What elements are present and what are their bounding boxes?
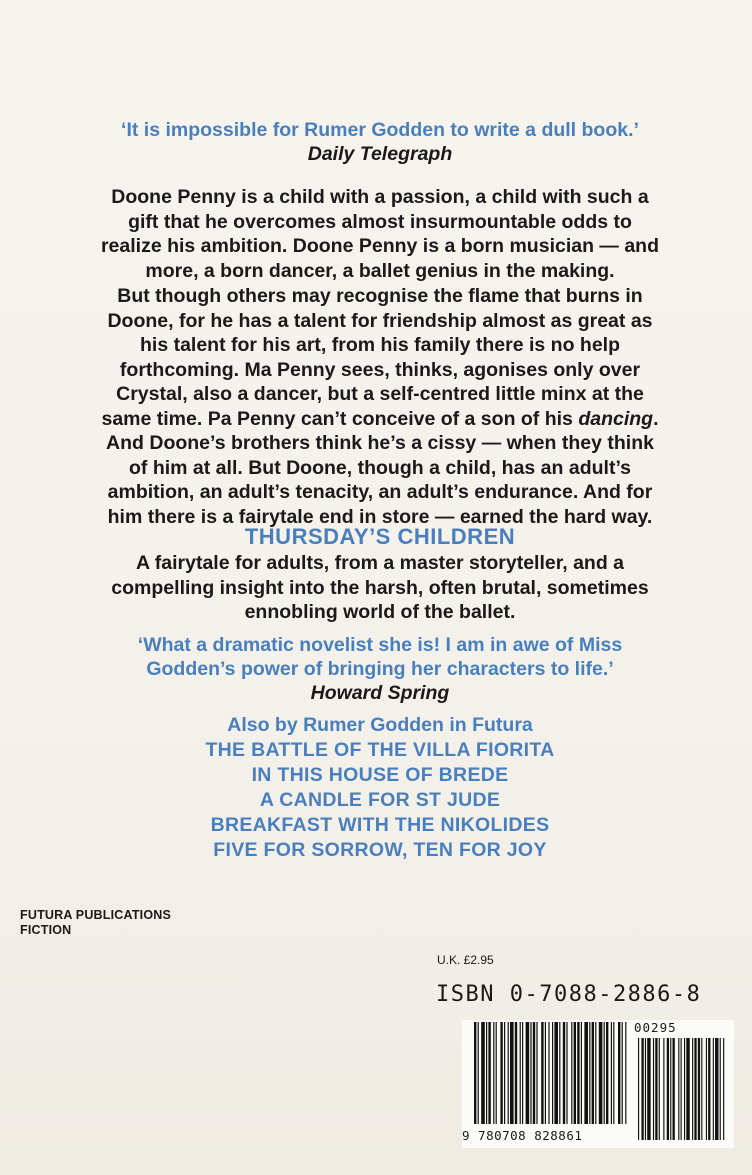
text-line: his talent for his art, from his family there is no help [139, 334, 620, 356]
publisher-name: FUTURA PUBLICATIONS [20, 908, 172, 922]
barcode-bar [478, 1022, 479, 1124]
text-segment: same time. Pa Penny can’t conceive of a son of his [101, 407, 579, 430]
barcode-bar [577, 1022, 579, 1124]
barcode-supplement-bar [655, 1038, 657, 1140]
barcode-bar [595, 1022, 596, 1124]
barcode-bar [584, 1022, 588, 1124]
also-by-list [60, 713, 700, 863]
text-line: more, a born dancer, a ballet genius in the making. [145, 259, 615, 282]
publisher-category: FICTION [20, 923, 72, 937]
opening-quote [60, 118, 700, 166]
isbn-number: ISBN 0-7088-2886-8 [436, 982, 702, 1007]
text-line: But though others may recognise the flame that burns in [117, 285, 643, 307]
price-label: U.K. £2.95 [437, 953, 494, 967]
synopsis-paragraph-3 [60, 551, 700, 625]
barcode-bar [522, 1022, 523, 1124]
barcode-bar [599, 1022, 603, 1124]
barcode-bar [520, 1022, 521, 1124]
also-by-book: IN THIS HOUSE OF BREDE [251, 764, 509, 786]
barcode-supplement-bar [720, 1038, 721, 1140]
barcode-bar [533, 1022, 535, 1124]
barcode [462, 1020, 734, 1148]
text-line: of him at all. But Doone, though a child, has an adult’s [129, 456, 631, 479]
barcode-supplement-bar [692, 1038, 693, 1140]
barcode-supplement-bar [698, 1038, 700, 1140]
barcode-bar [566, 1022, 567, 1124]
emphasis-word: dancing [578, 407, 654, 430]
text-line: gift that he overcomes almost insurmountable odds to [128, 210, 632, 233]
barcode-bar [552, 1022, 553, 1124]
review-quote-line: Godden’s power of bringing her characters to life.’ [146, 658, 614, 680]
barcode-bar [559, 1022, 560, 1124]
barcode-supplement-bar [715, 1038, 718, 1140]
also-by-book: BREAKFAST WITH THE NIKOLIDES [210, 814, 550, 836]
text-line: ennobling world of the ballet. [244, 601, 516, 623]
barcode-bar [496, 1022, 497, 1124]
opening-quote-source: Daily Telegraph [307, 143, 453, 165]
also-by-heading: Also by Rumer Godden in Futura [227, 714, 533, 736]
text-line: Crystal, also a dancer, but a self-centred little minx at the [116, 383, 644, 405]
barcode-supplement-bar [673, 1038, 675, 1140]
barcode-supplement-bar [659, 1038, 660, 1140]
barcode-bar [554, 1022, 558, 1124]
barcode-bar [510, 1022, 514, 1124]
barcode-bar [504, 1022, 505, 1124]
barcode-bar [589, 1022, 590, 1124]
barcode-bar [481, 1022, 485, 1124]
text-line-with-emphasis [60, 407, 700, 432]
text-line: forthcoming. Ma Penny sees, thinks, agonises only over [119, 358, 641, 381]
also-by-book: FIVE FOR SORROW, TEN FOR JOY [213, 839, 547, 861]
barcode-bar [622, 1022, 623, 1124]
barcode-bar [606, 1022, 608, 1124]
text-line: realize his ambition. Doone Penny is a born musician — and [100, 235, 660, 257]
barcode-bar [530, 1022, 531, 1124]
book-title: THURSDAY’S CHILDREN [244, 524, 516, 549]
barcode-bar [604, 1022, 605, 1124]
barcode-supplement-bar [706, 1038, 707, 1140]
barcode-supplement-bar [670, 1038, 671, 1140]
barcode-supplement-bar [645, 1038, 646, 1140]
barcode-bar [500, 1022, 502, 1124]
text-segment: . [653, 407, 659, 430]
barcode-bar [488, 1022, 490, 1124]
barcode-bar [574, 1022, 576, 1124]
also-by-book: THE BATTLE OF THE VILLA FIORITA [205, 739, 555, 761]
barcode-supplement-bar [686, 1038, 689, 1140]
barcode-supplement-bar [678, 1038, 679, 1140]
barcode-supplement-bar [647, 1038, 650, 1140]
synopsis-paragraph-2 [60, 284, 700, 529]
text-line: compelling insight into the harsh, often brutal, sometimes [111, 576, 649, 599]
barcode-supplement-bar [638, 1038, 639, 1140]
text-line: A fairytale for adults, from a master storyteller, and a [135, 552, 625, 574]
barcode-supplement-bar [667, 1038, 669, 1140]
barcode-supplement-bar [713, 1038, 714, 1140]
barcode-bar [508, 1022, 509, 1124]
barcode-bar [515, 1022, 517, 1124]
barcode-bar [536, 1022, 537, 1124]
barcode-bar [581, 1022, 582, 1124]
barcode-supplement: 00295 [634, 1020, 677, 1035]
barcode-bar [613, 1022, 614, 1124]
barcode-bar [545, 1022, 546, 1124]
synopsis-paragraph-1 [60, 185, 700, 283]
publisher-imprint [20, 908, 171, 938]
text-line: Doone, for he has a talent for friendship almost as great as [107, 309, 653, 332]
barcode-bar [592, 1022, 594, 1124]
barcode-bar [611, 1022, 612, 1124]
barcode-bar [571, 1022, 572, 1124]
review-quote-line: ‘What a dramatic novelist she is! I am in awe of Miss [137, 634, 623, 656]
review-quote [60, 633, 700, 705]
barcode-supplement-bar [701, 1038, 702, 1140]
barcode-bar [625, 1022, 626, 1124]
barcode-bar [493, 1022, 494, 1124]
text-line: ambition, an adult’s tenacity, an adult’s endurance. And for [107, 481, 653, 503]
barcode-bar [541, 1022, 543, 1124]
barcode-bar [526, 1022, 530, 1124]
text-line: And Doone’s brothers think he’s a cissy — when they think [106, 432, 654, 454]
barcode-digits: 9 780708 828861 [462, 1128, 583, 1143]
opening-quote-text: ‘It is impossible for Rumer Godden to write a dull book.’ [121, 119, 639, 141]
barcode-supplement-bar [684, 1038, 685, 1140]
barcode-supplement-bar [694, 1038, 696, 1140]
barcode-bar [618, 1022, 620, 1124]
barcode-supplement-bar [708, 1038, 710, 1140]
barcode-supplement-bar [641, 1038, 643, 1140]
barcode-bar [486, 1022, 487, 1124]
review-quote-source: Howard Spring [310, 682, 450, 704]
text-line: Doone Penny is a child with a passion, a child with such a [111, 186, 649, 208]
barcode-supplement-bar [681, 1038, 682, 1140]
barcode-bar [548, 1022, 549, 1124]
text-line: him there is a fairytale end in store — earned the hard way. [107, 505, 653, 528]
barcode-bar [563, 1022, 565, 1124]
barcode-supplement-bar [723, 1038, 724, 1140]
barcode-supplement-bar [653, 1038, 654, 1140]
barcode-supplement-bar [663, 1038, 664, 1140]
barcode-bar [474, 1022, 476, 1124]
also-by-book: A CANDLE FOR ST JUDE [259, 789, 501, 811]
